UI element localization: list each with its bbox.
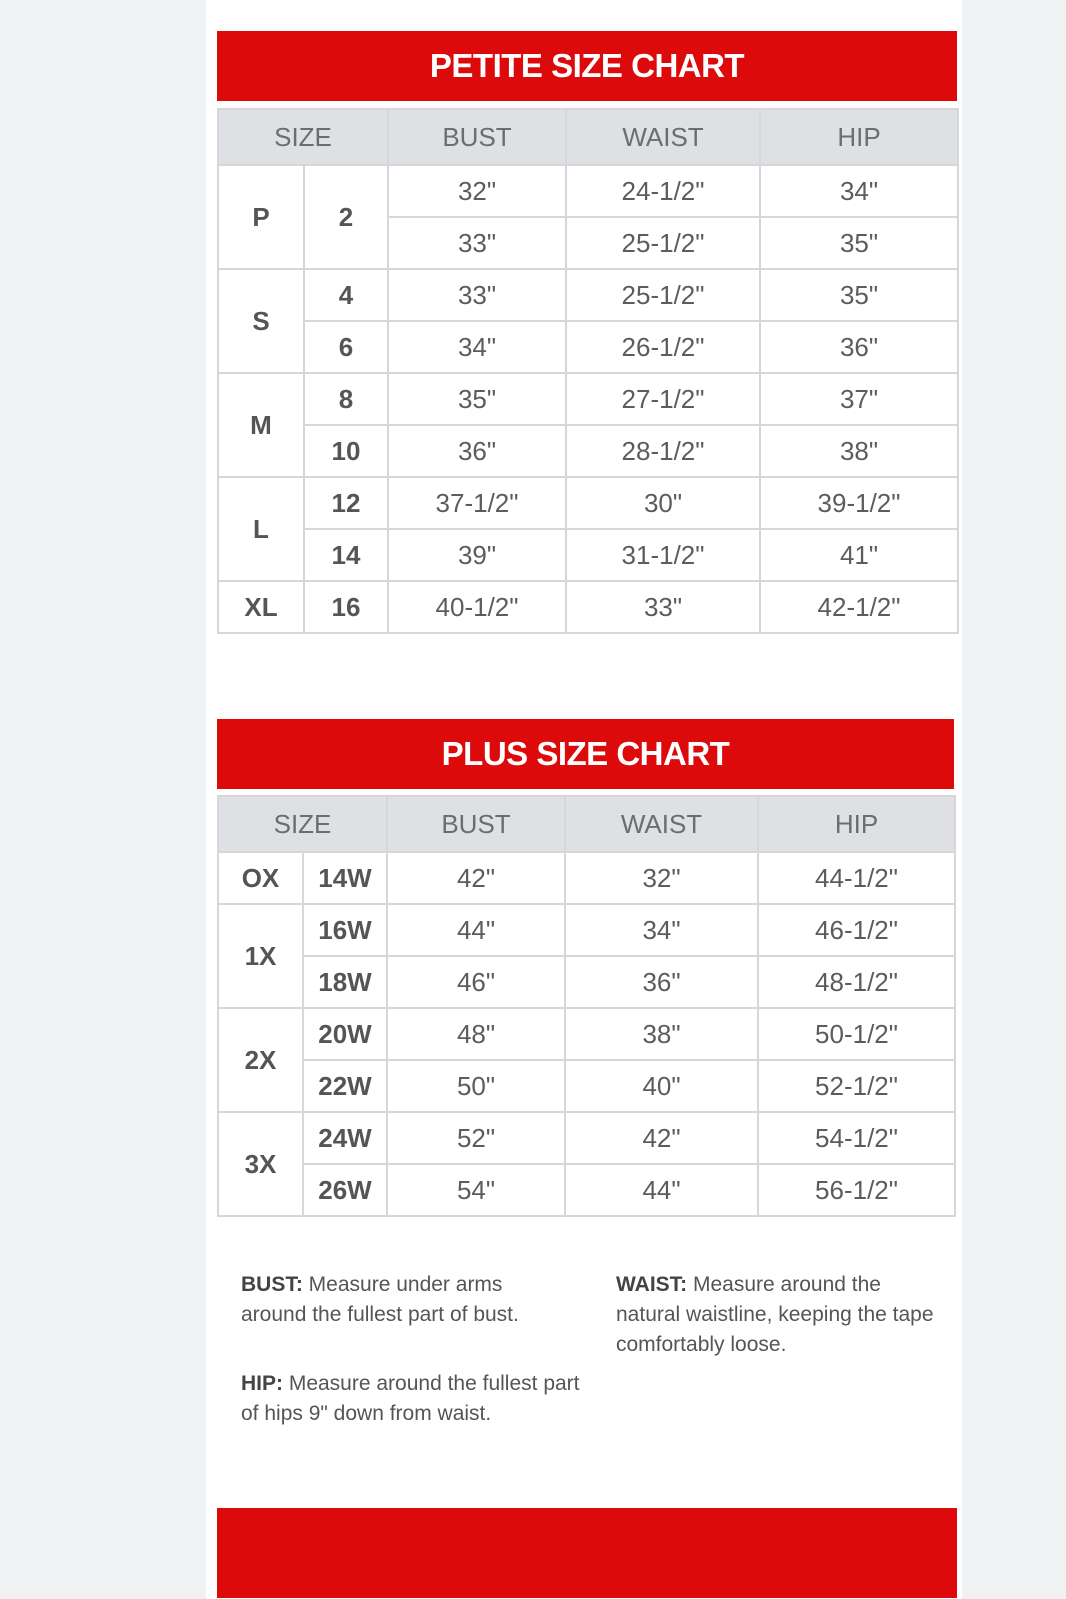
waist-cell: 30"	[566, 477, 760, 529]
bust-note-label: BUST:	[241, 1273, 303, 1296]
hip-note-label: HIP:	[241, 1372, 283, 1395]
table-row	[218, 1008, 955, 1060]
hip-note	[241, 1369, 581, 1429]
size-group-cell: L	[218, 477, 304, 581]
bust-note	[241, 1270, 571, 1330]
size-number-cell: 8	[304, 373, 388, 425]
table-row	[218, 425, 958, 477]
size-number-cell: 24W	[303, 1112, 387, 1164]
size-number-cell: 16W	[303, 904, 387, 956]
bust-cell: 39"	[388, 529, 566, 581]
waist-note-label: WAIST:	[616, 1273, 688, 1296]
waist-note	[616, 1270, 946, 1360]
table-row	[218, 165, 958, 217]
table-row	[218, 956, 955, 1008]
waist-note-text: Measure around the natural waistline, keeping the tape comfortably loose.	[616, 1273, 934, 1356]
size-number-cell: 14W	[303, 852, 387, 904]
size-group-cell: 3X	[218, 1112, 303, 1216]
hip-cell: 41"	[760, 529, 958, 581]
hip-cell: 52-1/2"	[758, 1060, 955, 1112]
hip-cell: 35"	[760, 217, 958, 269]
bust-cell: 36"	[388, 425, 566, 477]
waist-column-header: WAIST	[566, 109, 760, 165]
table-row	[218, 1060, 955, 1112]
size-group-cell: S	[218, 269, 304, 373]
size-column-header: SIZE	[218, 796, 387, 852]
bust-cell: 54"	[387, 1164, 565, 1216]
size-number-cell: 22W	[303, 1060, 387, 1112]
bottom-red-banner	[217, 1508, 957, 1598]
bust-cell: 37-1/2"	[388, 477, 566, 529]
petite-table-body	[218, 165, 958, 633]
hip-cell: 42-1/2"	[760, 581, 958, 633]
size-group-cell: XL	[218, 581, 304, 633]
waist-cell: 33"	[566, 581, 760, 633]
waist-cell: 31-1/2"	[566, 529, 760, 581]
bust-cell: 35"	[388, 373, 566, 425]
bust-cell: 33"	[388, 269, 566, 321]
bust-cell: 42"	[387, 852, 565, 904]
size-group-cell: P	[218, 165, 304, 269]
size-number-cell: 20W	[303, 1008, 387, 1060]
size-chart-page	[206, 0, 962, 1599]
bust-cell: 44"	[387, 904, 565, 956]
size-number-cell: 2	[304, 165, 388, 269]
plus-size-table	[217, 795, 956, 1217]
bust-cell: 48"	[387, 1008, 565, 1060]
waist-cell: 38"	[565, 1008, 758, 1060]
hip-cell: 38"	[760, 425, 958, 477]
hip-cell: 46-1/2"	[758, 904, 955, 956]
size-number-cell: 12	[304, 477, 388, 529]
table-header-row	[218, 109, 958, 165]
waist-cell: 36"	[565, 956, 758, 1008]
waist-cell: 40"	[565, 1060, 758, 1112]
bust-column-header: BUST	[388, 109, 566, 165]
hip-cell: 34"	[760, 165, 958, 217]
table-row	[218, 852, 955, 904]
hip-cell: 48-1/2"	[758, 956, 955, 1008]
hip-note-text: Measure around the fullest part of hips 9" down from waist.	[241, 1372, 580, 1425]
table-row	[218, 321, 958, 373]
waist-cell: 26-1/2"	[566, 321, 760, 373]
petite-size-table	[217, 108, 959, 634]
table-row	[218, 1112, 955, 1164]
waist-cell: 32"	[565, 852, 758, 904]
size-number-cell: 26W	[303, 1164, 387, 1216]
waist-cell: 42"	[565, 1112, 758, 1164]
waist-cell: 25-1/2"	[566, 269, 760, 321]
table-row	[218, 477, 958, 529]
waist-column-header: WAIST	[565, 796, 758, 852]
size-group-cell: 2X	[218, 1008, 303, 1112]
hip-cell: 44-1/2"	[758, 852, 955, 904]
size-number-cell: 16	[304, 581, 388, 633]
waist-cell: 27-1/2"	[566, 373, 760, 425]
table-header-row	[218, 796, 955, 852]
table-row	[218, 269, 958, 321]
hip-cell: 56-1/2"	[758, 1164, 955, 1216]
size-group-cell: M	[218, 373, 304, 477]
hip-cell: 54-1/2"	[758, 1112, 955, 1164]
waist-cell: 44"	[565, 1164, 758, 1216]
size-number-cell: 6	[304, 321, 388, 373]
bust-cell: 34"	[388, 321, 566, 373]
bust-cell: 46"	[387, 956, 565, 1008]
hip-cell: 50-1/2"	[758, 1008, 955, 1060]
table-row	[218, 373, 958, 425]
size-group-cell: 1X	[218, 904, 303, 1008]
hip-column-header: HIP	[760, 109, 958, 165]
waist-cell: 28-1/2"	[566, 425, 760, 477]
bust-cell: 33"	[388, 217, 566, 269]
table-row	[218, 529, 958, 581]
hip-cell: 36"	[760, 321, 958, 373]
size-group-cell: OX	[218, 852, 303, 904]
waist-cell: 25-1/2"	[566, 217, 760, 269]
table-row	[218, 1164, 955, 1216]
hip-column-header: HIP	[758, 796, 955, 852]
hip-cell: 35"	[760, 269, 958, 321]
waist-cell: 24-1/2"	[566, 165, 760, 217]
size-number-cell: 10	[304, 425, 388, 477]
plus-chart-title: PLUS SIZE CHART	[217, 719, 954, 789]
bust-cell: 52"	[387, 1112, 565, 1164]
bust-cell: 32"	[388, 165, 566, 217]
size-column-header: SIZE	[218, 109, 388, 165]
hip-cell: 39-1/2"	[760, 477, 958, 529]
size-number-cell: 14	[304, 529, 388, 581]
hip-cell: 37"	[760, 373, 958, 425]
bust-note-text: Measure under arms around the fullest part of bust.	[241, 1273, 519, 1326]
size-number-cell: 18W	[303, 956, 387, 1008]
petite-chart-title: PETITE SIZE CHART	[217, 31, 957, 101]
table-row	[218, 581, 958, 633]
bust-cell: 40-1/2"	[388, 581, 566, 633]
bust-cell: 50"	[387, 1060, 565, 1112]
size-number-cell: 4	[304, 269, 388, 321]
table-row	[218, 904, 955, 956]
waist-cell: 34"	[565, 904, 758, 956]
bust-column-header: BUST	[387, 796, 565, 852]
plus-table-body	[218, 852, 955, 1216]
